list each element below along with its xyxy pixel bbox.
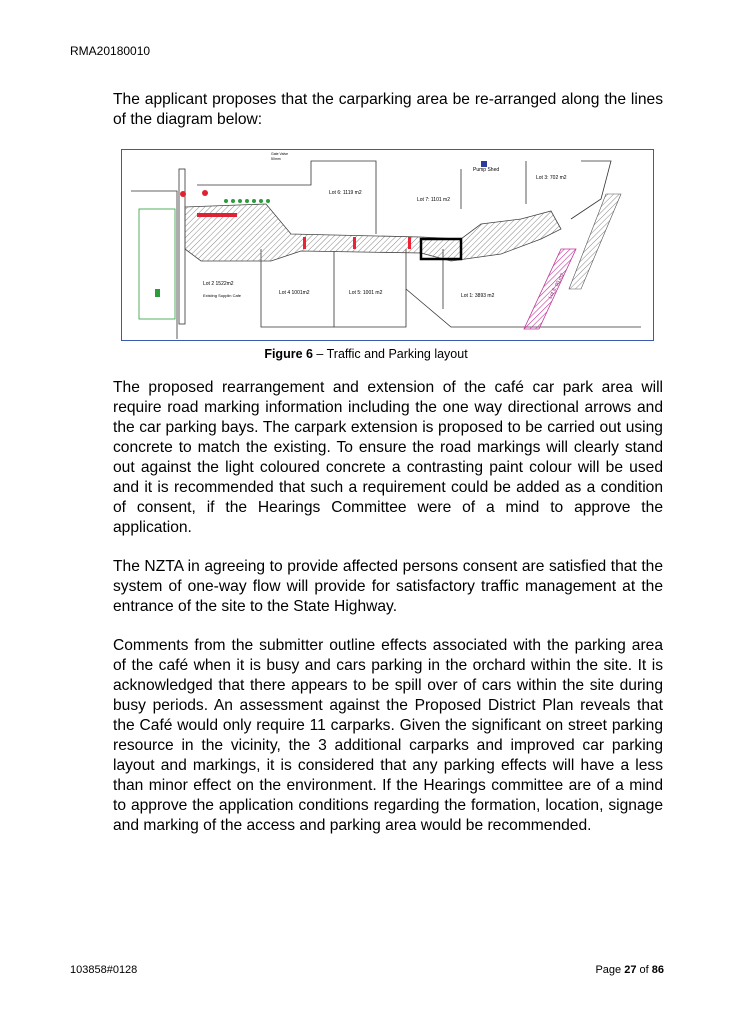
red-marking-strip xyxy=(197,213,237,217)
site-plan-diagram xyxy=(121,149,654,341)
lot4-label: Lot 4 1001m2 xyxy=(279,290,310,296)
lot3-label: Lot 3: 702 m2 xyxy=(536,175,567,181)
gate-valve-sub-label: 50mm xyxy=(271,157,281,161)
red-marker xyxy=(180,191,186,197)
lot8-label: Lot 8: 90 m2 xyxy=(547,272,566,300)
figure-caption-label: Figure 6 xyxy=(264,347,313,361)
page-total: 86 xyxy=(651,964,664,976)
page-of: of xyxy=(636,964,652,976)
footer-document-id: 103858#0128 xyxy=(70,964,138,976)
lot7-label: Lot 7: 1101 m2 xyxy=(417,197,450,203)
lot5-label: Lot 5: 1001 m2 xyxy=(349,290,383,296)
pump-shed-label: Pump Shed xyxy=(473,167,500,173)
figure-traffic-parking-layout xyxy=(121,149,654,341)
paragraph-road-marking: The proposed rearrangement and extension of the café car park area will require road marking information including the one way directional arrows and the car parking bays. The carpark extension is proposed to be carried out using concrete to match the existing. To ensure the road markings will clearly stand out against the light coloured concrete a contrasting paint colour will be used and it is recommended that such a requirement could be added as a condition of consent, if the Hearings Committee were of a mind to approve the application. xyxy=(113,379,663,536)
document-reference: RMA20180010 xyxy=(70,44,151,58)
paragraph-nzta: The NZTA in agreeing to provide affected persons consent are satisfied that the system of one-way flow will provide for satisfactory traffic management at the entrance of the site to the State Highway. xyxy=(113,558,663,615)
footer-page-number xyxy=(595,964,664,976)
red-marker xyxy=(202,190,208,196)
lot2-label: Lot 2 1522m2 xyxy=(203,281,234,287)
figure-caption xyxy=(0,347,732,361)
lot6-label: Lot 6: 1119 m2 xyxy=(329,190,362,196)
gate-valve-label: Gate Valve xyxy=(271,152,289,156)
page-prefix: Page xyxy=(595,964,625,976)
paragraph-submitter-comments: Comments from the submitter outline effects associated with the parking area of the café when it is busy and cars parking in the orchard within the site. It is acknowledged that there appears to be spill over of cars within the site during busy periods. An assessment against the Proposed District Plan reveals that the Café would only require 11 carparks. Given the significant on street parking resource in the vicinity, the 3 additional carparks and improved car parking layout and markings, it is considered that any parking effects will have a less than minor effect on the environment. If the Hearings committee are of a mind to approve the application conditions regarding the formation, location, signage and marking of the access and parking area would be recommended. xyxy=(113,637,663,834)
lot2-sub-label: Existing Sopplin Cafe xyxy=(203,293,242,298)
paragraph-intro: The applicant proposes that the carparking area be re-arranged along the lines of the diagram below: xyxy=(113,91,663,128)
lot1-label: Lot 1: 3893 m2 xyxy=(461,293,495,299)
figure-caption-text: – Traffic and Parking layout xyxy=(312,347,468,361)
left-building-marker xyxy=(155,289,160,297)
page-current: 27 xyxy=(624,964,637,976)
